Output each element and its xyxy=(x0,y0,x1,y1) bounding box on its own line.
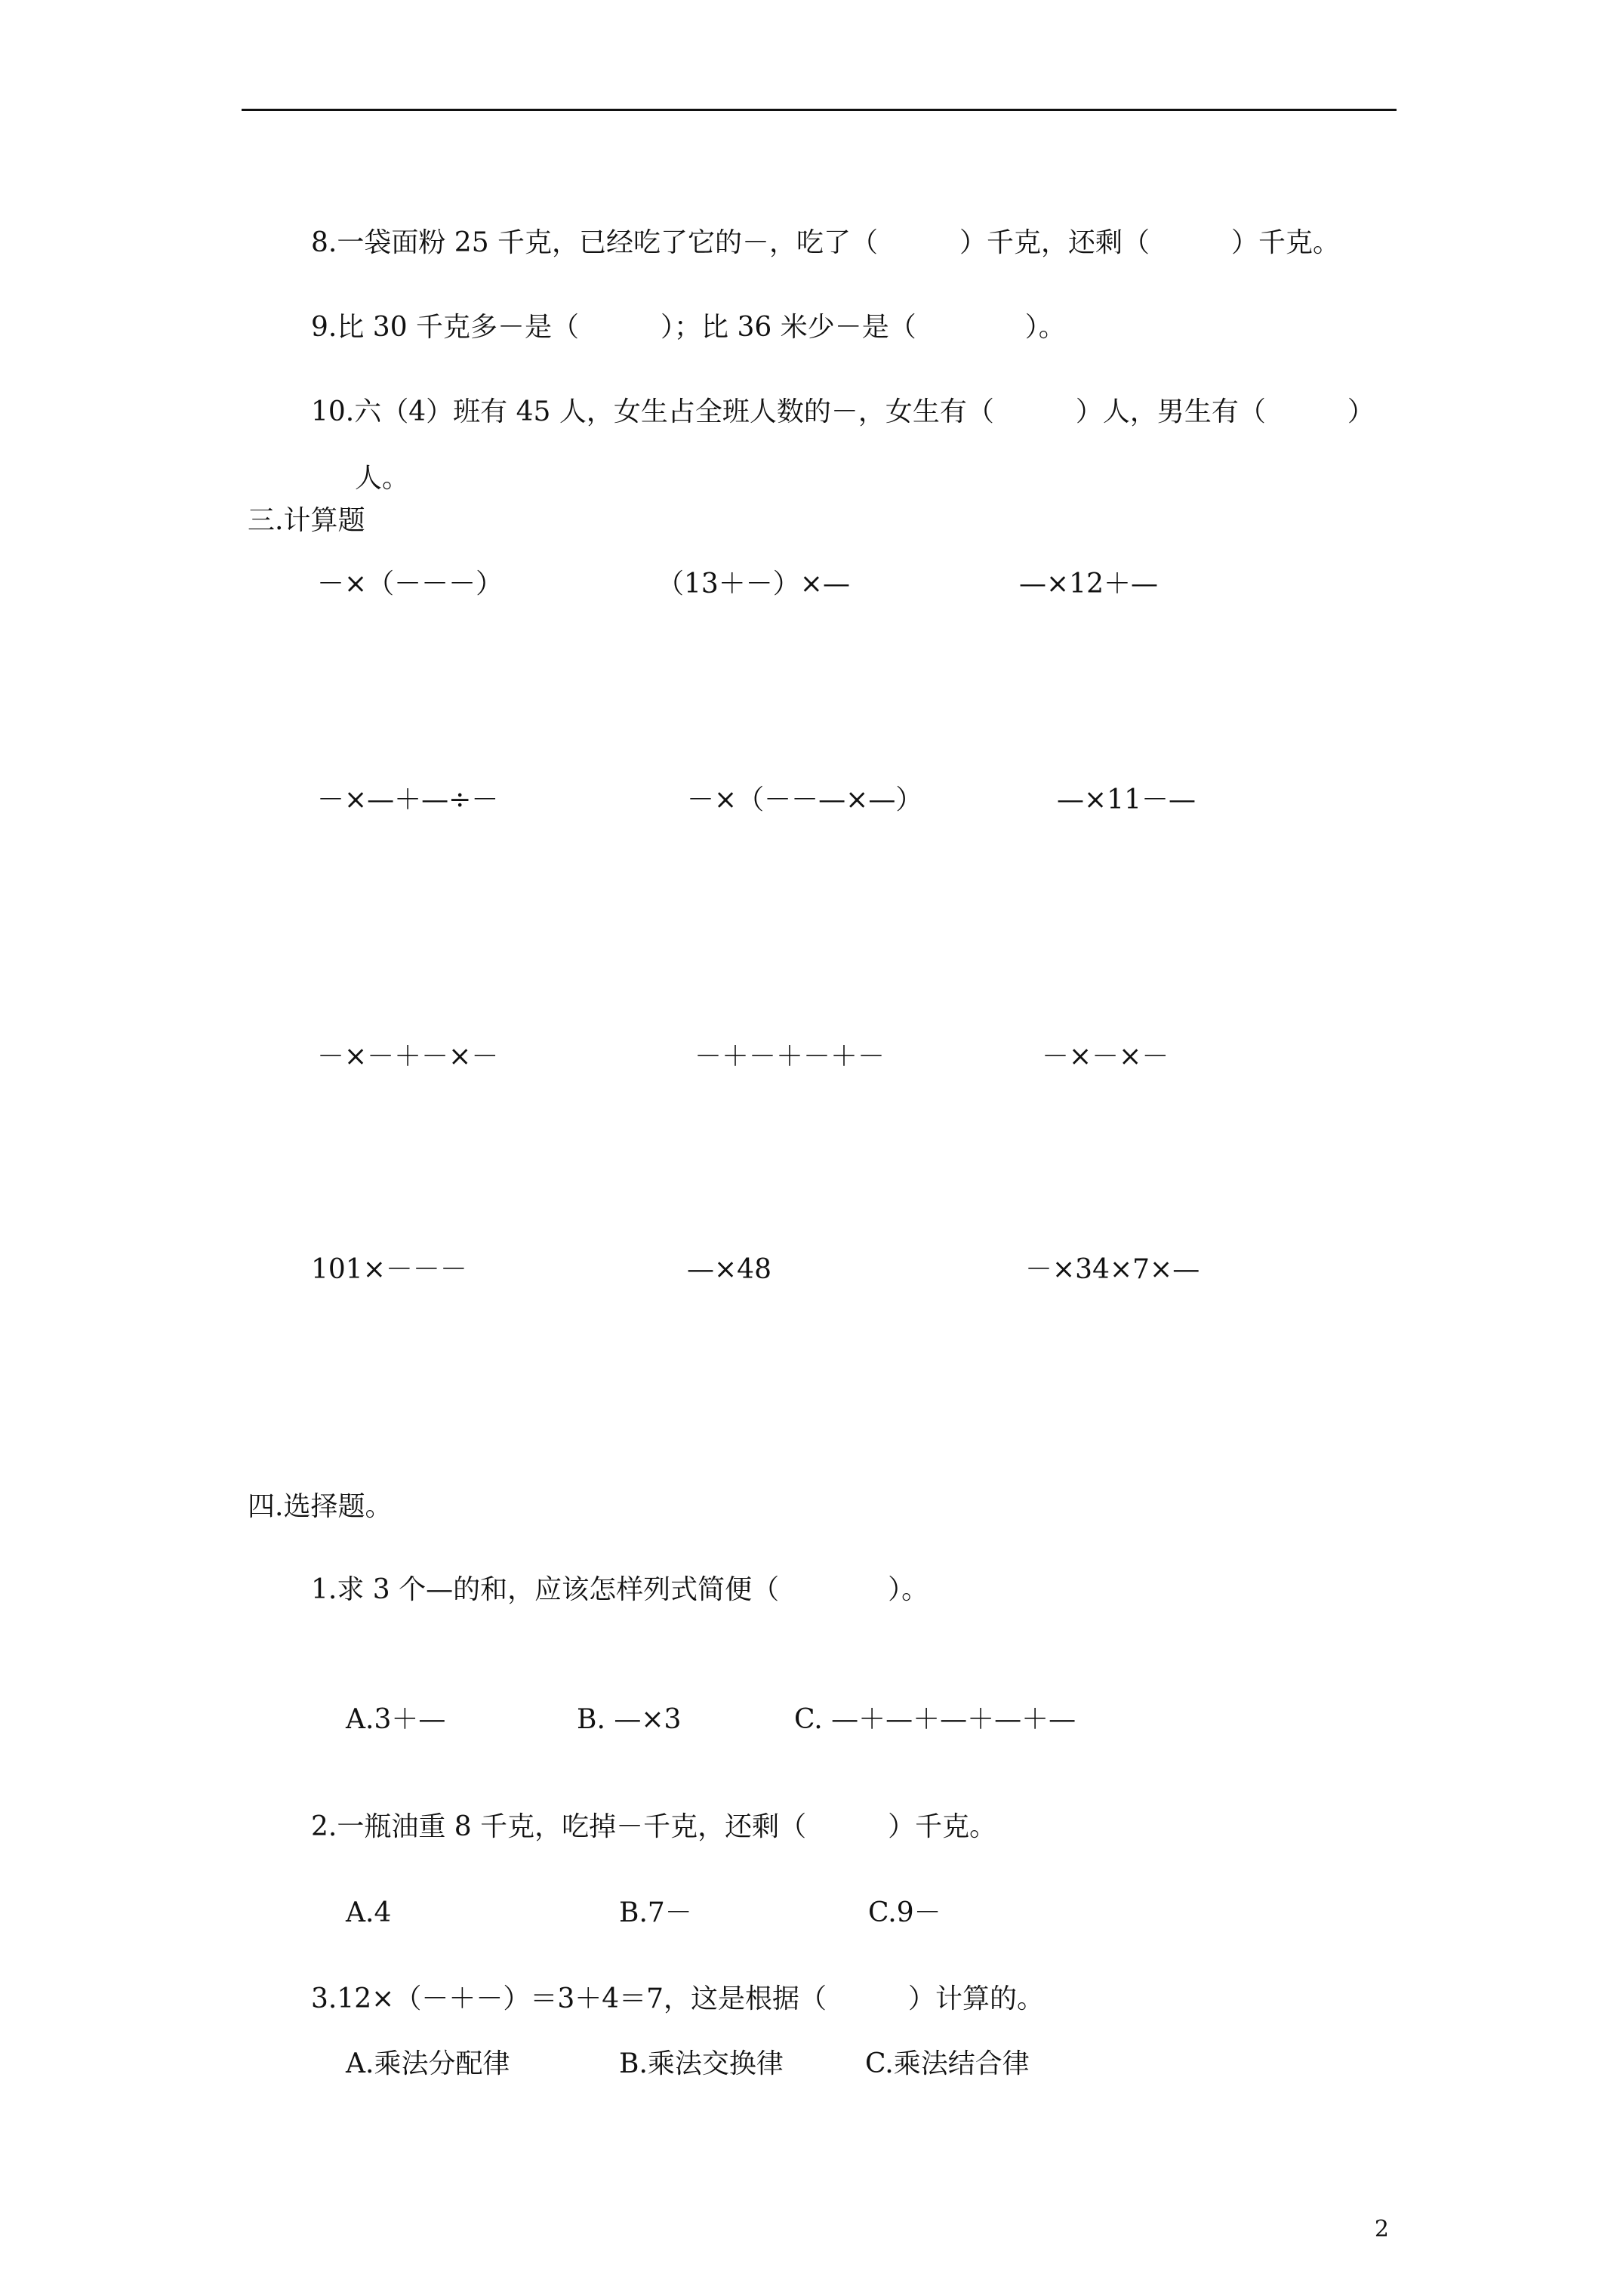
calc-item-2-3: —×11－— xyxy=(1057,784,1196,815)
calc-item-1-3: —×12＋— xyxy=(1019,569,1158,599)
calc-item-1-1: －×（－－－） xyxy=(317,569,504,599)
header-rule xyxy=(242,109,1397,111)
section-3-title: 三.计算题 xyxy=(248,505,365,536)
question-9: 9.比 30 千克多－是（ ）；比 36 米少－是（ ）。 xyxy=(311,312,1066,343)
choice-1-option-a: A.3＋— xyxy=(346,1704,446,1735)
calc-item-4-3: －×34×7×— xyxy=(1025,1254,1200,1285)
choice-question-2: 2.一瓶油重 8 千克，吃掉－千克，还剩（ ）千克。 xyxy=(311,1811,997,1842)
choice-1-option-b: B. —×3 xyxy=(577,1704,682,1735)
question-10-line2: 人。 xyxy=(355,463,410,494)
calc-item-1-2: （13＋－）×— xyxy=(657,569,850,599)
calc-item-3-1: －×－＋－×－ xyxy=(317,1041,499,1072)
question-10-line1: 10.六（4）班有 45 人，女生占全班人数的－，女生有（ ）人，男生有（ ） xyxy=(311,396,1375,427)
page-number: 2 xyxy=(1374,2216,1389,2242)
choice-3-option-b: B.乘法交换律 xyxy=(619,2048,784,2079)
calc-item-2-2: －×（－－—×—） xyxy=(687,784,923,815)
choice-2-option-a: A.4 xyxy=(346,1897,392,1928)
section-4-title: 四.选择题。 xyxy=(248,1491,393,1522)
calc-item-4-1: 101×－－－ xyxy=(311,1254,467,1285)
calc-item-4-2: —×48 xyxy=(687,1254,771,1285)
choice-1-option-c: C. —＋—＋—＋—＋— xyxy=(794,1704,1076,1735)
choice-question-1: 1.求 3 个—的和，应该怎样列式简便（ ）。 xyxy=(311,1574,929,1605)
choice-3-option-a: A.乘法分配律 xyxy=(346,2048,510,2079)
calc-item-3-2: －＋－＋－＋－ xyxy=(694,1041,885,1072)
choice-question-3: 3.12×（－＋－）＝3＋4＝7，这是根据（ ）计算的。 xyxy=(311,1983,1045,2014)
question-8: 8.一袋面粉 25 千克，已经吃了它的－，吃了（ ）千克，还剩（ ）千克。 xyxy=(311,227,1341,258)
choice-2-option-b: B.7－ xyxy=(619,1897,692,1928)
choice-3-option-c: C.乘法结合律 xyxy=(865,2048,1030,2079)
choice-2-option-c: C.9－ xyxy=(868,1897,941,1928)
calc-item-3-3: －×－×－ xyxy=(1042,1041,1169,1072)
calc-item-2-1: －×—＋—÷－ xyxy=(317,784,499,815)
